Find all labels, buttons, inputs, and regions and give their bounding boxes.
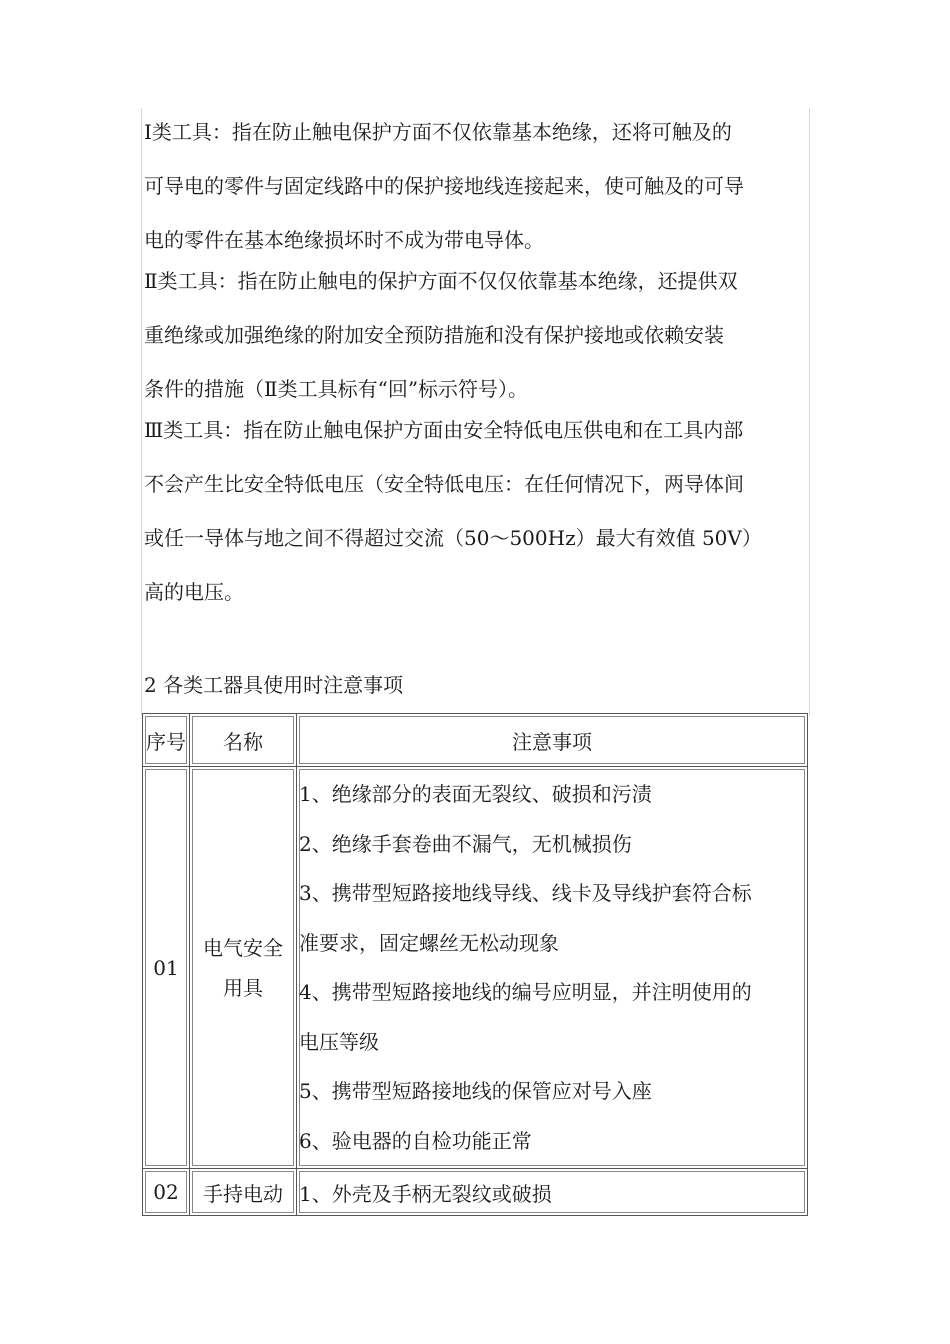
paragraph-line: Ⅲ类工具：指在防止触电保护方面由安全特低电压供电和在工具内部 bbox=[144, 418, 744, 442]
note-line: 2、绝缘手套卷曲不漏气，无机械损伤 bbox=[299, 831, 632, 856]
row-name-line: 电气安全 bbox=[203, 935, 283, 960]
table-row bbox=[143, 767, 808, 1169]
row-no: 02 bbox=[143, 1169, 190, 1216]
section-heading: 2 各类工器具使用时注意事项 bbox=[144, 673, 404, 697]
row-notes: 1、外壳及手柄无裂纹或破损 bbox=[297, 1169, 808, 1216]
paragraph-line: 电的零件在基本绝缘损坏时不成为带电导体。 bbox=[144, 228, 544, 252]
paragraph-line: 或任一导体与地之间不得超过交流（50～500Hz）最大有效值 50V） bbox=[144, 526, 762, 550]
note-line: 1、绝缘部分的表面无裂纹、破损和污渍 bbox=[299, 782, 652, 806]
paragraph-line: Ⅱ类工具：指在防止触电的保护方面不仅仅依靠基本绝缘，还提供双 bbox=[144, 269, 738, 293]
table-row bbox=[143, 1169, 808, 1216]
table-header-row bbox=[143, 714, 808, 767]
row-name bbox=[190, 767, 297, 1169]
paragraph-line: 可导电的零件与固定线路中的保护接地线连接起来，使可触及的可导 bbox=[144, 174, 744, 198]
class-2-tool-paragraph bbox=[144, 254, 808, 416]
paragraph-line: 高的电压。 bbox=[144, 580, 244, 604]
paragraph-line: 条件的措施（Ⅱ类工具标有“回”标示符号）。 bbox=[144, 377, 529, 401]
header-notes: 注意事项 bbox=[297, 714, 808, 767]
row-name-line: 用具 bbox=[223, 975, 263, 1000]
row-no: 01 bbox=[143, 767, 190, 1169]
header-name: 名称 bbox=[190, 714, 297, 767]
paragraph-line: Ⅰ类工具：指在防止触电保护方面不仅依靠基本绝缘，还将可触及的 bbox=[144, 120, 732, 144]
note-line: 准要求，固定螺丝无松动现象 bbox=[299, 930, 559, 955]
row-notes bbox=[297, 767, 808, 1169]
class-3-tool-paragraph bbox=[144, 403, 808, 619]
paragraph-line: 不会产生比安全特低电压（安全特低电压：在任何情况下，两导体间 bbox=[144, 472, 744, 496]
class-1-tool-paragraph bbox=[144, 105, 808, 267]
note-line: 6、验电器的自检功能正常 bbox=[299, 1128, 532, 1153]
header-no: 序号 bbox=[143, 714, 190, 767]
paragraph-line: 重绝缘或加强绝缘的附加安全预防措施和没有保护接地或依赖安装 bbox=[144, 323, 724, 347]
row-name: 手持电动 bbox=[190, 1169, 297, 1216]
note-line: 4、携带型短路接地线的编号应明显，并注明使用的 bbox=[299, 980, 752, 1004]
note-line: 电压等级 bbox=[299, 1029, 379, 1054]
note-line: 3、携带型短路接地线导线、线卡及导线护套符合标 bbox=[299, 881, 752, 905]
precautions-table bbox=[142, 713, 808, 1216]
note-line: 5、携带型短路接地线的保管应对号入座 bbox=[299, 1079, 652, 1103]
